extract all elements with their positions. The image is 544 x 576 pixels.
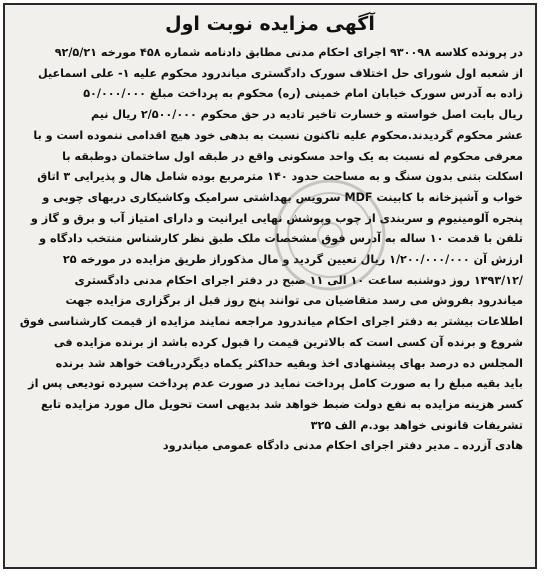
notice-line: خواب و آشپزخانه با کابینت MDF سرویس بهداشتی سرامیک وکاشیکاری دربهای چوبی و: [42, 190, 523, 204]
notice-line: المجلس ده درصد بهای پیشنهادی اخذ وبقیه حداکثر یکماه دیگردریافت خواهد شد برنده: [55, 356, 523, 370]
notice-line: زاده به آدرس سورک خیابان امام خمینی (ره) محکوم به پرداخت مبلغ ۵۰/۰۰۰/۰۰۰: [83, 87, 523, 101]
auction-notice: [3, 3, 537, 569]
notice-line: تشریفات قانونی خواهد بود.م الف ۳۲۵: [310, 418, 523, 432]
notice-line: عشر محکوم گردیدند.محکوم علیه تاکنون نسبت به بدهی خود هیچ اقدامی ننموده است و با: [33, 128, 523, 142]
notice-line: باید بقیه مبلغ را به صورت کامل پرداخت نماید در صورت عدم پرداخت سپرده تودیعی پس از: [28, 377, 523, 391]
notice-line: پنجره آلومینیوم و سربندی از چوب وپوشش نهایی ایرانیت و دارای امتیاز آب و برق و گاز و: [30, 211, 523, 225]
notice-line: ارزش آن ۱/۲۰۰/۰۰۰/۰۰۰ ریال تعیین گردید و مال مذکوراز طریق مزایده در مورخه ۲۵: [62, 253, 523, 267]
notice-body: [17, 43, 523, 436]
notice-line: شروع و برنده آن کسی است که بالاترین قیمت را قبول کرده باشد از برنده مزایده فی: [53, 335, 523, 349]
notice-line: کسر هزینه مزایده به نفع دولت ضبط خواهد شد بدیهی است تحویل مال مورد مزایده تابع: [40, 397, 523, 411]
notice-line: اسکلت بتنی بدون سنگ و به مساحت حدود ۱۴۰ مترمربع بوده شامل هال و پذیرایی ۳ اتاق: [37, 170, 523, 184]
notice-line: میاندرود بفروش می رسد متقاضیان می توانند پنج روز قبل از برگزاری مزایده جهت: [65, 294, 523, 308]
notice-line: /۱۳۹۳/۱۲ روز دوشنبه ساعت ۱۰ الی ۱۱ صبح در دفتر اجرای احکام مدنی دادگستری: [74, 273, 523, 287]
notice-title: آگهی مزایده نوبت اول: [165, 13, 375, 35]
notice-line: معرفی محکوم له نسبت به یک واحد مسکونی واقع در طبقه اول ساختمان دوطبقه با: [62, 149, 523, 163]
notice-line: در پرونده کلاسه ۹۳۰۰۹۸ اجرای احکام مدنی مطابق دادنامه شماره ۴۵۸ مورخه ۹۲/۵/۲۱: [54, 46, 523, 59]
notice-line: تلفن با قدمت ۱۰ ساله به آدرس فوق مشخصات ملک طبق نظر کارشناس منتخب دادگاه و: [39, 232, 523, 246]
notice-signature: هادی آزرده ـ مدیر دفتر اجرای احکام مدنی دادگاه عمومی میاندرود: [162, 439, 523, 453]
notice-line: اطلاعات بیشتر به دفتر اجرای احکام میاندرود مراجعه نمایند مزایده از قیمت کارشناسی فوق: [19, 315, 523, 329]
notice-line: از شعبه اول شورای حل اختلاف سورک دادگستری میاندرود محکوم علیه ۱- علی اسماعیل: [37, 66, 523, 80]
notice-line: ریال بابت اصل خواسته و خسارت تاخیر تادیه در حق محکوم ۲/۵۰۰/۰۰۰ ریال نیم: [90, 108, 523, 122]
